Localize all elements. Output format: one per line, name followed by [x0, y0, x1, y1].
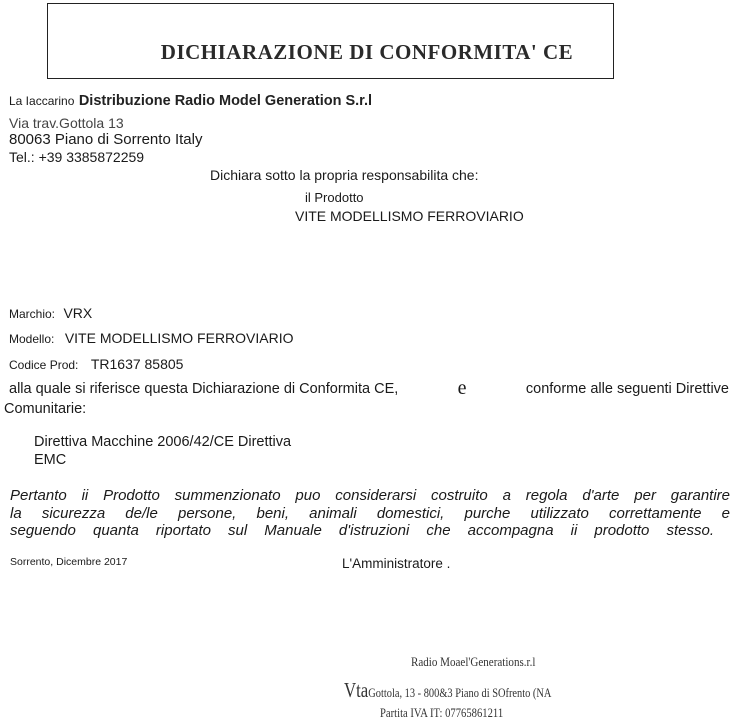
conformity-line2: Comunitarie: — [4, 401, 87, 417]
stamp-line3: Partita IVA IT: 07765861211 — [380, 706, 504, 720]
stamp-line2 — [344, 678, 551, 703]
issuer-address-line2: 80063 Piano di Sorrento Italy — [9, 131, 203, 148]
declaration-text: Dichiara sotto la propria responsabilita che: — [210, 167, 479, 183]
brand-row — [9, 305, 92, 323]
document-title: DICHIARAZIONE DI CONFORMITA' CE — [160, 40, 574, 64]
issuer-company: Distribuzione Radio Model Generation S.r.l — [78, 93, 373, 109]
model-label: Modello: — [9, 332, 55, 346]
conformity-text-b: conforme alle seguenti Direttive — [525, 381, 729, 397]
statement-line3: seguendo quanta riportato sul Manuale d'istruzioni che accompagna ii prodotto stesso. — [10, 522, 714, 539]
code-label: Codice Prod: — [9, 358, 79, 372]
conformity-line1 — [9, 377, 729, 399]
product-label: il Prodotto — [305, 190, 364, 205]
model-row — [9, 330, 294, 348]
code-value: TR1637 85805 — [90, 356, 184, 372]
issuer-address-line1: Via trav.Gottola 13 — [9, 115, 124, 131]
directive-line2: EMC — [34, 452, 67, 468]
conformity-text-a: alla quale si riferisce questa Dichiarazione di Conformita CE, — [9, 381, 399, 397]
place-date: Sorrento, Dicembre 2017 — [10, 556, 128, 568]
issuer-prefix: La Iaccarino — [9, 94, 75, 108]
stamp-line2-big: Vta — [344, 678, 369, 702]
model-value: VITE MODELLISMO FERROVIARIO — [64, 330, 294, 346]
product-name: VITE MODELLISMO FERROVIARIO — [295, 208, 524, 224]
conformity-e: e — [457, 377, 467, 399]
signatory: L'Amministratore . — [342, 556, 451, 571]
directive-line1: Direttiva Macchine 2006/42/CE Direttiva — [34, 434, 292, 450]
issuer-phone: Tel.: +39 3385872259 — [9, 149, 145, 165]
statement-line1: Pertanto ii Prodotto summenzionato puo considerarsi costruito a regola d'arte per garantire — [10, 487, 730, 504]
statement-line2: la sicurezza de/le persone, beni, animali domestici, purche utilizzato correttamente e — [10, 505, 730, 522]
brand-value: VRX — [63, 305, 93, 321]
code-row — [9, 356, 183, 374]
stamp-line1: Radio Moael'Generations.r.l — [411, 654, 536, 669]
stamp-line2-rest: Gottola, 13 - 800&3 Piano di SOfrento (NA — [368, 685, 552, 700]
issuer-heading — [9, 92, 372, 110]
brand-label: Marchio: — [9, 307, 56, 321]
